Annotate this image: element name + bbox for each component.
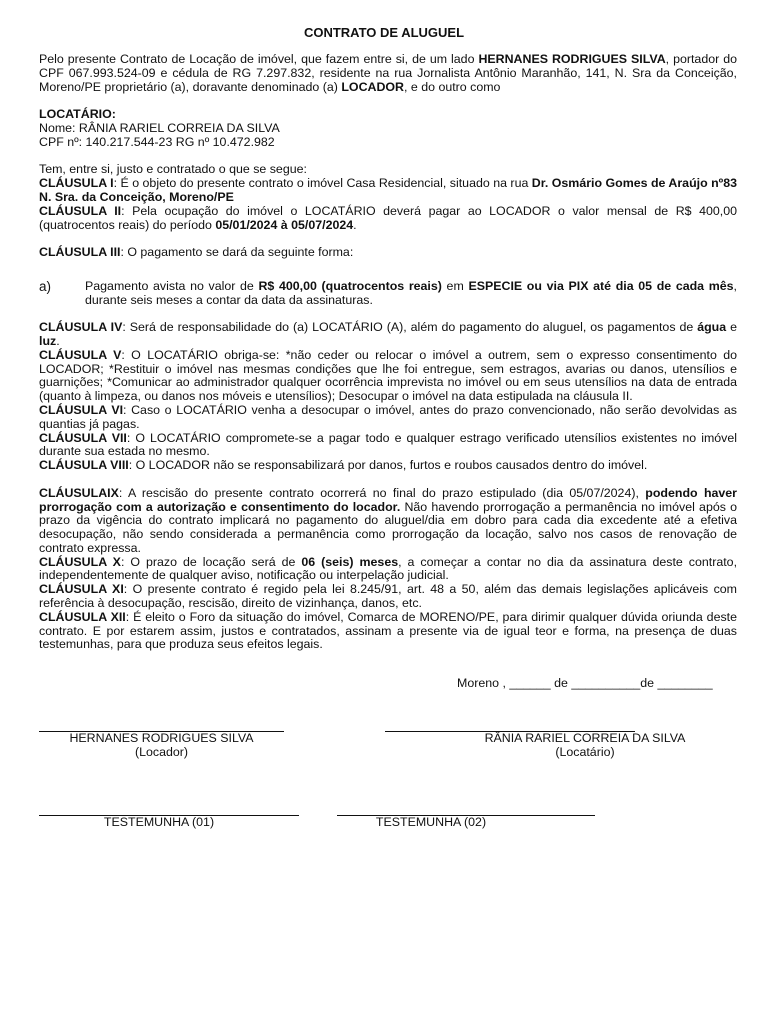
locador-signature-name: HERNANES RODRIGUES SILVA xyxy=(69,731,254,745)
intro-paragraph: Pelo presente Contrato de Locação de imóvel, que fazem entre si, de um lado HERNANES RODRIGUES SILVA, portador do CPF 067.993.524-09 e cédula de RG 7.297.832, residente na rua Jornalista Antônio Maranhão, 141, N. Sra da Conceição, Moreno/PE proprietário (a), doravante denominado (a) LOCADOR, e do outro como xyxy=(39,52,737,94)
clausula-1: CLÁUSULA I: É o objeto do presente contrato o imóvel Casa Residencial, situado na rua Dr. Osmário Gomes de Araújo nº83 N. Sra. da Conceição, Moreno/PE xyxy=(39,176,737,204)
signature-witness-1 xyxy=(39,815,299,830)
locador-signature-role: (Locador) xyxy=(134,744,189,759)
clausula-6: CLÁUSULA VI: Caso o LOCATÁRIO venha a desocupar o imóvel, antes do prazo convencionado, não serão devolvidas as quantias já pagas. xyxy=(39,402,737,431)
signature-witness-2 xyxy=(337,815,595,830)
witness-1-label: TESTEMUNHA (01) xyxy=(103,815,215,829)
locatario-docs: CPF nº: 140.217.544-23 RG nº 10.472.982 xyxy=(39,134,275,149)
clausula-4: CLÁUSULA IV: Será de responsabilidade do (a) LOCATÁRIO (A), além do pagamento do aluguel, os pagamentos de água e luz. xyxy=(39,320,737,348)
clausula-7: CLÁUSULA VII: O LOCATÁRIO compromete-se a pagar todo e qualquer estrago verificado utensílios existentes no imóvel durante sua estada no mesmo. xyxy=(39,430,737,459)
signature-locador xyxy=(39,731,284,760)
contract-body xyxy=(39,53,737,652)
tem-entre-line: Tem, entre si, justo e contratado o que se segue: xyxy=(39,162,307,177)
clausula-8: CLÁUSULA VIII: O LOCADOR não se responsabilizará por danos, furtos e roubos causados dentro do imóvel. xyxy=(39,458,648,473)
locatario-signature-role: (Locatário) xyxy=(555,744,615,759)
clausula-11: CLÁUSULA XI: O presente contrato é regido pela lei 8.245/91, art. 48 a 50, além das demais legislações aplicáveis com referência à desocupação, rescisão, direito de vizinhança, danos, etc. xyxy=(39,582,737,611)
clausula-2: CLÁUSULA II: Pela ocupação do imóvel o LOCATÁRIO deverá pagar ao LOCADOR o valor mensal de R$ 400,00 (quatrocentos reais) do período 05/01/2024 à 05/07/2024. xyxy=(39,203,737,232)
clausula-12: CLÁUSULA XII: É eleito o Foro da situação do imóvel, Comarca de MORENO/PE, para dirimir qualquer dúvida oriunda deste contrato. E por estarem assim, justos e contratados, assinam a presente via de igual teor e forma, na presença de duas testemunhas, para que produza seus efeitos legais. xyxy=(39,609,737,652)
locatario-signature-name: RÂNIA RARIEL CORREIA DA SILVA xyxy=(484,731,686,745)
signature-locatario xyxy=(385,731,686,760)
locador-label: LOCADOR xyxy=(341,79,404,94)
date-line: Moreno , ______ de __________de ________ xyxy=(457,676,713,690)
list-marker: a) xyxy=(39,278,52,294)
locatario-name: Nome: RÂNIA RARIEL CORREIA DA SILVA xyxy=(39,120,280,135)
locatario-header: LOCATÁRIO: xyxy=(39,107,116,122)
clausula-3: CLÁUSULA III: O pagamento se dará da seguinte forma: xyxy=(39,245,354,260)
page-title: CONTRATO DE ALUGUEL xyxy=(303,25,465,40)
locador-name: HERNANES RODRIGUES SILVA xyxy=(478,52,666,66)
payment-item: a) Pagamento avista no valor de R$ 400,00 (quatrocentos reais) em ESPECIE ou via PIX até dia 05 de cada mês, durante seis meses a contar da data da assinaturas. xyxy=(39,278,737,307)
witness-2-label: TESTEMUNHA (02) xyxy=(375,815,487,829)
clausula-5: CLÁUSULA V: O LOCATÁRIO obriga-se: *não ceder ou relocar o imóvel a outrem, sem o expresso consentimento do LOCADOR; *Restituir o imóvel nas mesmas condições que lhe foi entregue, sem estragos, avarias ou danos, utensílios e guarnições; *Comunicar ao administrador qualquer ocorrência imprevista no imóvel ou em seus utensílios na data de entrada (quanto à limpeza, ou danos nos móveis e utensílios); Desocupar o imóvel na data estipulada na cláusula II. xyxy=(39,347,737,404)
clausula-10: CLÁUSULA X: O prazo de locação será de 06 (seis) meses, a começar a contar no dia da assinatura deste contrato, independentemente de qualquer aviso, notificação ou interpelação judicial. xyxy=(39,554,738,583)
clausula-9: CLÁUSULAIX: A rescisão do presente contrato ocorrerá no final do prazo estipulado (dia 05/07/2024), podendo haver prorrogação com a autorização e consentimento do locador. Não havendo prorrogação a permanência no imóvel após o prazo da vigência do contrato implicará no pagamento do aluguel/dia em dobro para cada dia excedente até a efetiva desocupação, não sendo considerada a permanência como prorrogação da locação, salvo nos casos de renovação de contrato expressa. xyxy=(39,485,738,555)
